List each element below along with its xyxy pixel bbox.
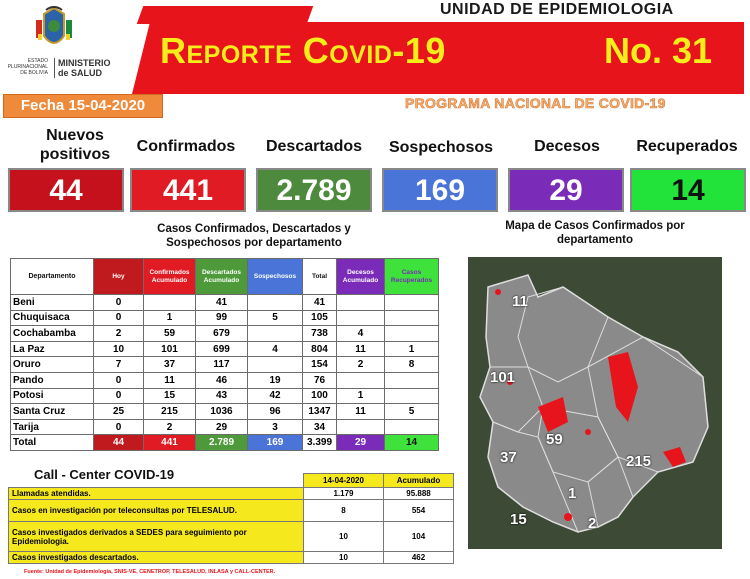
dept-name-cell: Tarija — [11, 419, 94, 435]
dept-value-cell: 0 — [94, 419, 144, 435]
dept-value-cell: 0 — [94, 310, 144, 326]
cc-row — [9, 500, 454, 522]
dept-value-cell: 679 — [196, 326, 248, 342]
dept-value-cell: 1 — [385, 341, 439, 357]
dept-value-cell: 59 — [144, 326, 196, 342]
kpi-label-nuevos: Nuevos positivos — [39, 127, 111, 163]
dept-value-cell: 738 — [303, 326, 337, 342]
cc-row-a: 10 — [304, 522, 384, 552]
map-label-tarija: 2 — [588, 515, 597, 532]
cc-row-a: 1.179 — [304, 488, 384, 500]
dept-name-cell: Chuquisaca — [11, 310, 94, 326]
cc-row-b: 95.888 — [384, 488, 454, 500]
map-label-chuquisaca: 1 — [568, 485, 577, 502]
dept-value-cell — [385, 295, 439, 311]
call-center-table — [8, 473, 454, 564]
dept-value-cell — [385, 372, 439, 388]
dept-value-cell: 7 — [94, 357, 144, 373]
dept-value-cell: 154 — [303, 357, 337, 373]
dept-value-cell: 105 — [303, 310, 337, 326]
table-row — [11, 295, 439, 311]
bolivia-map-shape — [468, 257, 722, 549]
dept-value-cell: 42 — [248, 388, 303, 404]
dept-value-cell — [144, 295, 196, 311]
cc-row-a: 8 — [304, 500, 384, 522]
dept-value-cell: 99 — [196, 310, 248, 326]
dept-value-cell: 46 — [196, 372, 248, 388]
dept-value-cell: 19 — [248, 372, 303, 388]
dept-value-cell: 43 — [196, 388, 248, 404]
dept-value-cell: 10 — [94, 341, 144, 357]
dept-value-cell: 76 — [303, 372, 337, 388]
cc-row-a: 10 — [304, 552, 384, 564]
table-row — [11, 372, 439, 388]
map-label-potosi: 15 — [510, 511, 527, 528]
table-total-row — [11, 435, 439, 451]
dept-name-cell: Oruro — [11, 357, 94, 373]
dept-value-cell: 34 — [303, 419, 337, 435]
kpi-value-descartados: 2.789 — [256, 168, 372, 212]
table-header-row — [11, 259, 439, 295]
kpi-value-nuevos: 44 — [8, 168, 124, 212]
unidad-title: UNIDAD DE EPIDEMIOLOGIA — [440, 1, 674, 18]
cc-row-b: 462 — [384, 552, 454, 564]
dept-value-cell: 1 — [144, 310, 196, 326]
kpi-label-confirmados: Confirmados — [136, 138, 236, 155]
dept-value-cell: 11 — [337, 341, 385, 357]
dept-name-cell: Pando — [11, 372, 94, 388]
dept-value-cell: 101 — [144, 341, 196, 357]
total-recuperados: 14 — [385, 435, 439, 451]
dept-value-cell: 25 — [94, 404, 144, 420]
kpi-value-recuperados: 14 — [630, 168, 746, 212]
dept-name-cell: Santa Cruz — [11, 404, 94, 420]
total-hoy: 44 — [94, 435, 144, 451]
kpi-label-decesos: Decesos — [534, 138, 600, 155]
map-title: Mapa de Casos Confirmados por departamento — [505, 220, 685, 246]
dept-value-cell — [337, 372, 385, 388]
dept-value-cell: 15 — [144, 388, 196, 404]
header-accent-bar — [137, 6, 314, 24]
dept-value-cell: 0 — [94, 295, 144, 311]
dept-value-cell: 29 — [196, 419, 248, 435]
dept-value-cell — [248, 295, 303, 311]
dept-value-cell: 96 — [248, 404, 303, 420]
bolivia-coat-of-arms-icon — [34, 6, 74, 52]
table-row — [11, 326, 439, 342]
dept-value-cell: 5 — [248, 310, 303, 326]
kpi-value-decesos: 29 — [508, 168, 624, 212]
kpi-label-sospechosos: Sospechosos — [388, 139, 494, 156]
header-departamento: Departamento — [11, 259, 94, 295]
dept-name-cell: La Paz — [11, 341, 94, 357]
dept-value-cell: 2 — [337, 357, 385, 373]
dept-value-cell — [385, 310, 439, 326]
header-sospechosos: Sospechosos — [248, 259, 303, 295]
total-descartados: 2.789 — [196, 435, 248, 451]
dept-value-cell: 699 — [196, 341, 248, 357]
cc-row — [9, 522, 454, 552]
dept-value-cell: 1347 — [303, 404, 337, 420]
cc-row-b: 554 — [384, 500, 454, 522]
dept-value-cell — [337, 310, 385, 326]
map-label-pando: 11 — [512, 293, 528, 310]
logo-ministerio-text: MINISTERIO de SALUD — [54, 58, 112, 78]
logo-estado-text: ESTADO PLURINACIONAL DE BOLIVIA — [7, 58, 48, 76]
total-total: 3.399 — [303, 435, 337, 451]
dept-value-cell: 2 — [144, 419, 196, 435]
dept-value-cell — [385, 388, 439, 404]
map-label-santa-cruz: 215 — [626, 453, 652, 470]
dept-name-cell: Cochabamba — [11, 326, 94, 342]
total-label: Total — [11, 435, 94, 451]
report-title: Reporte Covid-19 — [160, 30, 446, 71]
dept-value-cell: 2 — [94, 326, 144, 342]
dept-value-cell: 215 — [144, 404, 196, 420]
dept-value-cell: 37 — [144, 357, 196, 373]
cc-row-label: Casos investigados derivados a SEDES para seguimiento por Epidemiologia. — [9, 522, 304, 552]
header-hoy: Hoy — [94, 259, 144, 295]
call-center-title: Call - Center COVID-19 — [34, 467, 175, 482]
dept-value-cell: 41 — [303, 295, 337, 311]
table-row — [11, 310, 439, 326]
cc-row-b: 104 — [384, 522, 454, 552]
cc-row-label: Llamadas atendidas. — [9, 488, 304, 500]
table-row — [11, 341, 439, 357]
table-title: Casos Confirmados, Descartados y Sospechosos por departamento — [157, 223, 351, 249]
header-decesos: Decesos Acumulado — [337, 259, 385, 295]
report-number: No. 31 — [604, 30, 713, 71]
dept-value-cell: 4 — [248, 341, 303, 357]
header-recuperados: Casos Recuperados — [385, 259, 439, 295]
dept-name-cell: Potosi — [11, 388, 94, 404]
report-date: Fecha 15-04-2020 — [3, 94, 163, 118]
map-label-la-paz: 101 — [490, 369, 516, 386]
kpi-label-descartados: Descartados — [265, 138, 363, 155]
dept-value-cell: 100 — [303, 388, 337, 404]
cc-row-label: Casos en investigación por teleconsultas por TELESALUD. — [9, 500, 304, 522]
department-table — [10, 258, 439, 451]
dept-value-cell: 804 — [303, 341, 337, 357]
table-row — [11, 404, 439, 420]
dept-value-cell: 0 — [94, 388, 144, 404]
header-total: Total — [303, 259, 337, 295]
dept-value-cell — [337, 295, 385, 311]
table-row — [11, 357, 439, 373]
dept-value-cell — [248, 357, 303, 373]
dept-value-cell: 8 — [385, 357, 439, 373]
dept-value-cell: 0 — [94, 372, 144, 388]
dept-name-cell: Beni — [11, 295, 94, 311]
ministerio-salud-logo — [4, 2, 112, 90]
dept-value-cell — [385, 326, 439, 342]
dept-value-cell: 1036 — [196, 404, 248, 420]
dept-value-cell: 11 — [144, 372, 196, 388]
kpi-label-recuperados: Recuperados — [636, 138, 738, 155]
dept-value-cell: 11 — [337, 404, 385, 420]
total-confirmados: 441 — [144, 435, 196, 451]
kpi-value-confirmados: 441 — [130, 168, 246, 212]
dept-value-cell: 41 — [196, 295, 248, 311]
source-note: Fuente: Unidad de Epidemiología, SNIS-VE, CENETROP, TELESALUD, INLASA y CALL-CENTER. — [24, 569, 276, 575]
dept-value-cell — [385, 419, 439, 435]
cc-row — [9, 488, 454, 500]
total-sospechosos: 169 — [248, 435, 303, 451]
table-row — [11, 388, 439, 404]
dept-value-cell: 1 — [337, 388, 385, 404]
dept-value-cell — [248, 326, 303, 342]
header-descartados: Descartados Acumulado — [196, 259, 248, 295]
cc-col1-header: 14-04-2020 — [304, 474, 384, 488]
dept-value-cell: 117 — [196, 357, 248, 373]
map-label-oruro: 37 — [500, 449, 517, 466]
bolivia-map — [468, 257, 722, 549]
cc-col2-header: Acumulado — [384, 474, 454, 488]
total-decesos: 29 — [337, 435, 385, 451]
dept-value-cell: 3 — [248, 419, 303, 435]
cc-row-label: Casos investigados descartados. — [9, 552, 304, 564]
dept-value-cell — [337, 419, 385, 435]
table-row — [11, 419, 439, 435]
programa-title: PROGRAMA NACIONAL DE COVID-19 — [405, 95, 666, 111]
cc-row — [9, 552, 454, 564]
kpi-value-sospechosos: 169 — [382, 168, 498, 212]
map-label-cochabamba: 59 — [546, 431, 563, 448]
dept-value-cell: 4 — [337, 326, 385, 342]
dept-value-cell: 5 — [385, 404, 439, 420]
header-confirmados: Confirmados Acumulado — [144, 259, 196, 295]
